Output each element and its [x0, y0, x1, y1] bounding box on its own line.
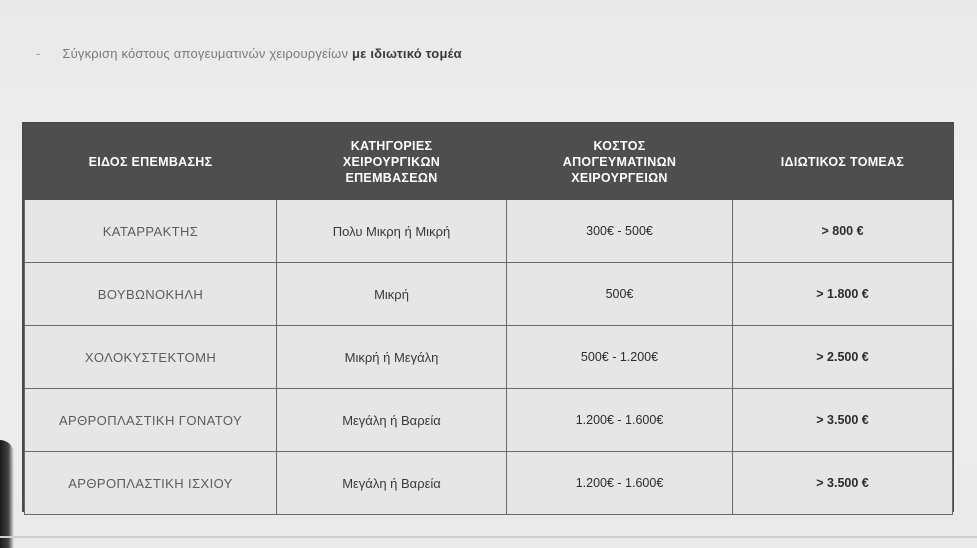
cell-category: Μικρή [277, 263, 507, 326]
cell-afternoon-cost: 500€ [507, 263, 733, 326]
header-surgery-type: ΕΙΔΟΣ ΕΠΕΜΒΑΣΗΣ [25, 125, 277, 200]
cell-category: Μεγάλη ή Βαρεία [277, 452, 507, 515]
caption-text-bold: με ιδιωτικό τομέα [352, 46, 462, 61]
table-header-row [25, 125, 953, 200]
header-afternoon-cost: ΚΟΣΤΟΣ ΑΠΟΓΕΥΜΑΤΙΝΩΝ ΧΕΙΡΟΥΡΓΕΙΩΝ [507, 125, 733, 200]
cell-private-cost: > 3.500 € [733, 452, 953, 515]
header-private-sector: ΙΔΙΩΤΙΚΟΣ ΤΟΜΕΑΣ [733, 125, 953, 200]
cell-category: Μεγάλη ή Βαρεία [277, 389, 507, 452]
table-row [25, 200, 953, 263]
cell-private-cost: > 3.500 € [733, 389, 953, 452]
bullet-marker: - [36, 46, 41, 61]
page-bottom-rule [0, 536, 977, 538]
cost-comparison-table [22, 122, 954, 512]
table-row [25, 452, 953, 515]
cell-afternoon-cost: 1.200€ - 1.600€ [507, 389, 733, 452]
photo-edge-shadow [0, 440, 14, 548]
cell-private-cost: > 2.500 € [733, 326, 953, 389]
cell-private-cost: > 800 € [733, 200, 953, 263]
cell-private-cost: > 1.800 € [733, 263, 953, 326]
cell-surgery-type: ΑΡΘΡΟΠΛΑΣΤΙΚΗ ΙΣΧΙΟΥ [25, 452, 277, 515]
header-surgery-category: ΚΑΤΗΓΟΡΙΕΣ ΧΕΙΡΟΥΡΓΙΚΩΝ ΕΠΕΜΒΑΣΕΩΝ [277, 125, 507, 200]
caption-line [36, 46, 462, 61]
table-row [25, 326, 953, 389]
cell-afternoon-cost: 300€ - 500€ [507, 200, 733, 263]
cell-surgery-type: ΒΟΥΒΩΝΟΚΗΛΗ [25, 263, 277, 326]
cell-surgery-type: ΑΡΘΡΟΠΛΑΣΤΙΚΗ ΓΟΝΑΤΟΥ [25, 389, 277, 452]
table-row [25, 389, 953, 452]
cell-afternoon-cost: 500€ - 1.200€ [507, 326, 733, 389]
cell-surgery-type: ΚΑΤΑΡΡΑΚΤΗΣ [25, 200, 277, 263]
cell-category: Μικρή ή Μεγάλη [277, 326, 507, 389]
cell-surgery-type: ΧΟΛΟΚΥΣΤΕΚΤΟΜΗ [25, 326, 277, 389]
cell-category: Πολυ Μικρη ή Μικρή [277, 200, 507, 263]
table-row [25, 263, 953, 326]
cell-afternoon-cost: 1.200€ - 1.600€ [507, 452, 733, 515]
caption-text: Σύγκριση κόστους απογευματινών χειρουργείων [62, 46, 349, 61]
